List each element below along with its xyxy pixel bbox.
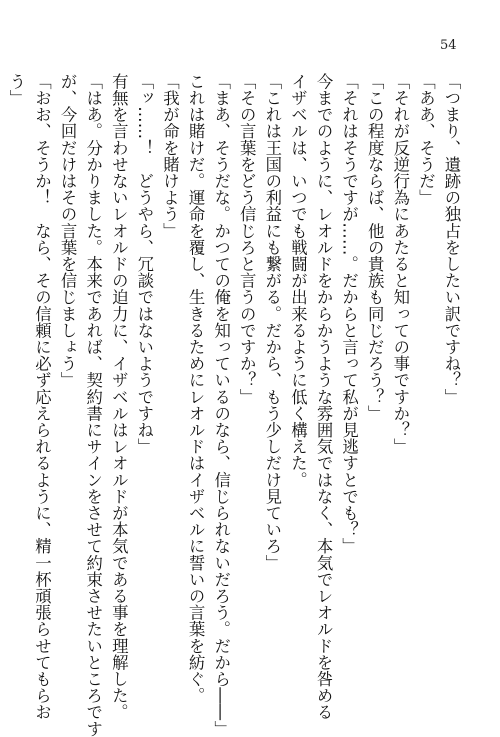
text-line: 「この程度ならば、他の貴族も同じだろう？」	[365, 73, 385, 422]
text-line: う」	[6, 73, 26, 107]
text-line: 「その言葉をどう信じろと言うのですか？」	[237, 73, 257, 405]
text-line: が、今回だけはその言葉を信じましょう」	[58, 73, 78, 389]
text-line: 「ッ……！ どうやら、冗談ではないようですね」	[134, 73, 154, 455]
text-line: 有無を言わせないレオルドの迫力に、イザベルはレオルドが本気である事を理解した。	[109, 73, 129, 721]
body-text	[6, 73, 464, 737]
text-line: 今までのように、レオルドをからかうような雰囲気ではなく、本気でレオルドを咎める	[314, 73, 334, 721]
text-line: 「おお、そうか！ なら、その信頼に必ず応えられるように、精一杯頑張らせてもらお	[32, 73, 52, 721]
text-line: 「我が命を賭けよう」	[160, 73, 180, 239]
text-line: これは賭けだ。運命を覆し、生きるためにレオルドはイザベルに誓いの言葉を紡ぐ。	[186, 73, 206, 704]
text-line: 「まあ、そうだな。かつての俺を知っているのなら、信じられないだろう。だから――」	[211, 73, 231, 737]
text-line: 「それが反逆行為にあたると知っての事ですか？」	[390, 73, 410, 455]
text-line: 「つまり、遺跡の独占をしたい訳ですね？」	[442, 73, 461, 405]
text-line: 「これは王国の利益にも繋がる。だから、もう少しだけ見ていろ」	[262, 73, 282, 571]
text-line: 「ああ、そうだ」	[416, 73, 436, 206]
page-number: 54	[440, 38, 457, 53]
text-line: イザベルは、いつでも戦闘が出来るように低く構えた。	[288, 73, 308, 488]
text-line: 「それはそうですが……。だからと言って私が見逃すとでも？」	[339, 73, 359, 555]
text-line: 「はあ。分かりました。本来であれば、契約書にサインをさせて約束させたいところです	[83, 73, 103, 737]
